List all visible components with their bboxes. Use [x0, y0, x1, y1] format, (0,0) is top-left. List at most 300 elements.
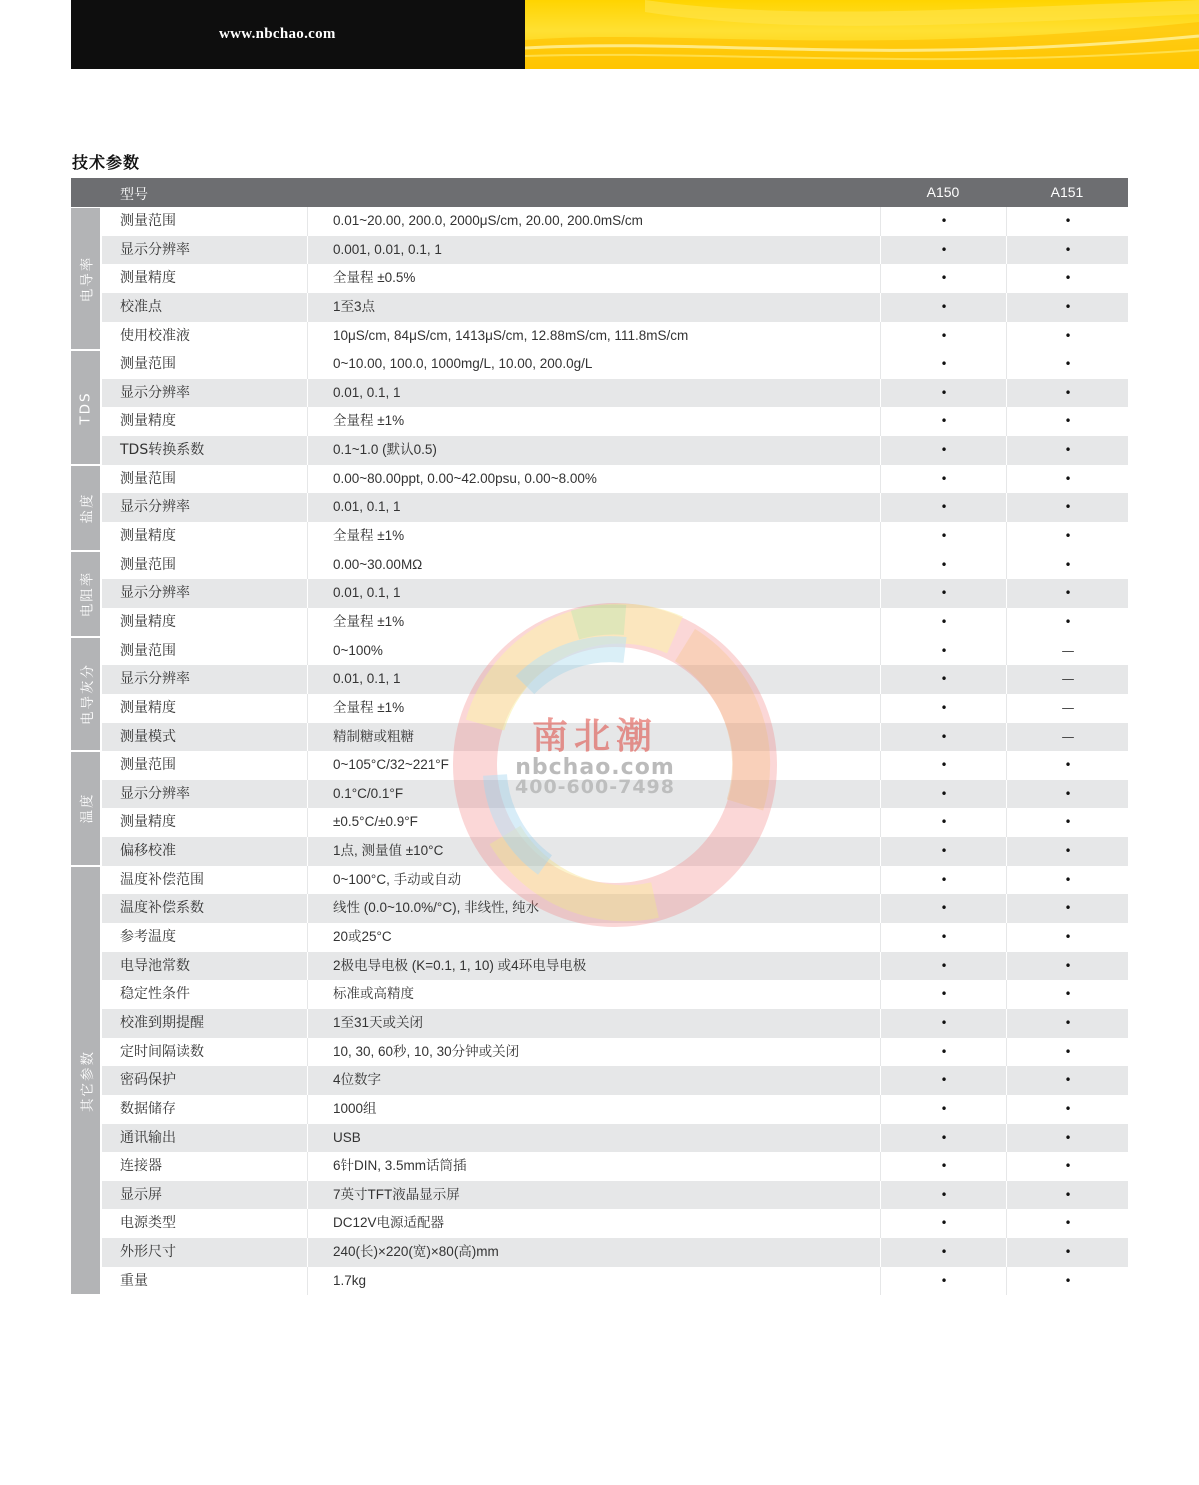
table-row [102, 322, 1128, 351]
group-label [71, 208, 100, 349]
param-name: 显示分辨率 [120, 785, 190, 802]
param-value: 全量程 ±0.5% [307, 264, 415, 293]
support-a150 [880, 1238, 1007, 1267]
support-a151 [1006, 637, 1129, 666]
param-value: 0.01, 0.1, 1 [307, 493, 401, 522]
support-a150 [880, 1181, 1007, 1210]
param-name: 测量范围 [120, 470, 176, 487]
param-name: 校准点 [120, 298, 162, 315]
param-name: 温度补偿系数 [120, 900, 204, 917]
table-row [102, 293, 1128, 322]
table-header [71, 178, 1128, 207]
param-name: 参考温度 [120, 929, 176, 946]
supported-dot: • [1064, 1073, 1072, 1088]
supported-dot: • [940, 786, 948, 801]
support-a150 [880, 436, 1007, 465]
support-a151 [1006, 1124, 1129, 1153]
support-a151 [1006, 379, 1129, 408]
supported-dot: • [1064, 557, 1072, 572]
not-supported-mark: — [1061, 672, 1075, 688]
supported-dot: • [940, 987, 948, 1002]
param-name: 测量范围 [120, 356, 176, 373]
header-type: 型号 [120, 187, 148, 203]
support-a151 [1006, 465, 1129, 494]
param-name: 密码保护 [120, 1072, 176, 1089]
supported-dot: • [940, 643, 948, 658]
support-a150 [880, 1009, 1007, 1038]
support-a151 [1006, 551, 1129, 580]
param-value: 1至31天或关闭 [307, 1009, 423, 1038]
param-value: 0~100°C, 手动或自动 [307, 866, 461, 895]
param-value: 全量程 ±1% [307, 608, 404, 637]
support-a150 [880, 665, 1007, 694]
param-name: 偏移校准 [120, 843, 176, 860]
supported-dot: • [940, 299, 948, 314]
param-name: 显示屏 [120, 1186, 162, 1203]
supported-dot: • [1064, 500, 1072, 515]
support-a150 [880, 923, 1007, 952]
param-name: 测量范围 [120, 757, 176, 774]
support-a151 [1006, 1181, 1129, 1210]
param-value: 6针DIN, 3.5mm话筒插 [307, 1152, 467, 1181]
supported-dot: • [1064, 357, 1072, 372]
param-name: 显示分辨率 [120, 671, 190, 688]
supported-dot: • [1064, 586, 1072, 601]
table-row [102, 236, 1128, 265]
table-row [102, 694, 1128, 723]
watermark-cn: 南北潮 [531, 715, 658, 757]
table-row [102, 837, 1128, 866]
support-a151 [1006, 608, 1129, 637]
param-name: 连接器 [120, 1158, 162, 1175]
supported-dot: • [940, 1101, 948, 1116]
param-value: ±0.5°C/±0.9°F [307, 808, 418, 837]
support-a150 [880, 723, 1007, 752]
param-value: DC12V电源适配器 [307, 1209, 444, 1238]
supported-dot: • [940, 328, 948, 343]
support-a150 [880, 236, 1007, 265]
param-value: 0.01, 0.1, 1 [307, 579, 401, 608]
support-a151 [1006, 1009, 1129, 1038]
support-a150 [880, 1124, 1007, 1153]
support-a150 [880, 522, 1007, 551]
support-a151 [1006, 493, 1129, 522]
support-a150 [880, 1267, 1007, 1296]
param-name: 温度补偿范围 [120, 871, 204, 888]
table-row [102, 551, 1128, 580]
param-name: 显示分辨率 [120, 499, 190, 516]
support-a151 [1006, 866, 1129, 895]
supported-dot: • [940, 758, 948, 773]
supported-dot: • [940, 700, 948, 715]
header-black-band [71, 0, 525, 69]
supported-dot: • [940, 1159, 948, 1174]
param-name: 外形尺寸 [120, 1244, 176, 1261]
param-value: 0.01~20.00, 200.0, 2000μS/cm, 20.00, 200.0mS/cm [307, 207, 643, 236]
support-a151 [1006, 1038, 1129, 1067]
table-row [102, 207, 1128, 236]
support-a150 [880, 1038, 1007, 1067]
supported-dot: • [1064, 872, 1072, 887]
param-value: 0.1°C/0.1°F [307, 780, 403, 809]
support-a151 [1006, 579, 1129, 608]
supported-dot: • [940, 1245, 948, 1260]
param-name: 显示分辨率 [120, 384, 190, 401]
supported-dot: • [940, 414, 948, 429]
param-name: 稳定性条件 [120, 986, 190, 1003]
group-label [71, 466, 100, 550]
support-a151 [1006, 1095, 1129, 1124]
param-name: 测量精度 [120, 528, 176, 545]
support-a150 [880, 694, 1007, 723]
support-a150 [880, 579, 1007, 608]
support-a151 [1006, 293, 1129, 322]
support-a150 [880, 808, 1007, 837]
param-value: 0.01, 0.1, 1 [307, 379, 401, 408]
table-row [102, 350, 1128, 379]
support-a151 [1006, 407, 1129, 436]
support-a150 [880, 407, 1007, 436]
supported-dot: • [940, 1015, 948, 1030]
support-a151 [1006, 751, 1129, 780]
support-a150 [880, 207, 1007, 236]
support-a151 [1006, 808, 1129, 837]
table-row [102, 866, 1128, 895]
supported-dot: • [940, 443, 948, 458]
table-row [102, 952, 1128, 981]
group-label [71, 351, 100, 464]
supported-dot: • [1064, 815, 1072, 830]
group-label [71, 752, 100, 865]
table-row [102, 379, 1128, 408]
support-a150 [880, 1152, 1007, 1181]
param-value: 0.01, 0.1, 1 [307, 665, 401, 694]
param-value: 0~105°C/32~221°F [307, 751, 449, 780]
support-a151 [1006, 1152, 1129, 1181]
param-value: 1.7kg [307, 1267, 366, 1296]
table-row [102, 522, 1128, 551]
header-yellow-band [525, 0, 1199, 69]
group-label-text: 温度 [79, 792, 96, 824]
support-a150 [880, 751, 1007, 780]
supported-dot: • [1064, 901, 1072, 916]
supported-dot: • [1064, 1044, 1072, 1059]
supported-dot: • [1064, 1245, 1072, 1260]
param-name: 显示分辨率 [120, 585, 190, 602]
supported-dot: • [940, 1044, 948, 1059]
supported-dot: • [1064, 1159, 1072, 1174]
support-a150 [880, 608, 1007, 637]
supported-dot: • [1064, 471, 1072, 486]
table-row [102, 436, 1128, 465]
table-row [102, 1009, 1128, 1038]
supported-dot: • [940, 958, 948, 973]
supported-dot: • [1064, 758, 1072, 773]
watermark-phone: 400-600-7498 [515, 776, 675, 798]
param-value: 线性 (0.0~10.0%/°C), 非线性, 纯水 [307, 894, 539, 923]
supported-dot: • [1064, 414, 1072, 429]
param-name: 电导池常数 [120, 957, 190, 974]
support-a150 [880, 952, 1007, 981]
table-row [102, 980, 1128, 1009]
param-name: 定时间隔读数 [120, 1043, 204, 1060]
supported-dot: • [1064, 242, 1072, 257]
table-row [102, 1267, 1128, 1296]
table-row [102, 1095, 1128, 1124]
table-row [102, 723, 1128, 752]
spec-group [71, 551, 1128, 637]
support-a150 [880, 264, 1007, 293]
spec-group [71, 465, 1128, 551]
support-a151 [1006, 1238, 1129, 1267]
support-a151 [1006, 894, 1129, 923]
support-a150 [880, 837, 1007, 866]
spec-group [71, 350, 1128, 465]
table-row [102, 493, 1128, 522]
supported-dot: • [1064, 271, 1072, 286]
param-value: 0.00~80.00ppt, 0.00~42.00psu, 0.00~8.00% [307, 465, 597, 494]
supported-dot: • [1064, 1187, 1072, 1202]
supported-dot: • [940, 614, 948, 629]
param-name: 校准到期提醒 [120, 1014, 204, 1031]
supported-dot: • [940, 385, 948, 400]
support-a151 [1006, 952, 1129, 981]
param-value: USB [307, 1124, 361, 1153]
supported-dot: • [940, 1073, 948, 1088]
support-a150 [880, 637, 1007, 666]
param-name: 测量精度 [120, 699, 176, 716]
param-name: 测量范围 [120, 556, 176, 573]
header-swoosh-graphic [525, 0, 1199, 69]
param-name: 电源类型 [120, 1215, 176, 1232]
support-a150 [880, 866, 1007, 895]
group-label-text: 其它参数 [79, 1049, 96, 1112]
group-label-text: 电导率 [79, 255, 96, 302]
param-name: 测量范围 [120, 642, 176, 659]
supported-dot: • [1064, 930, 1072, 945]
support-a151 [1006, 780, 1129, 809]
not-supported-mark: — [1061, 729, 1075, 745]
supported-dot: • [940, 471, 948, 486]
support-a150 [880, 350, 1007, 379]
param-value: 4位数字 [307, 1066, 381, 1095]
support-a150 [880, 465, 1007, 494]
header-url[interactable]: www.nbchao.com [219, 26, 336, 42]
spec-group [71, 866, 1128, 1296]
support-a150 [880, 1066, 1007, 1095]
table-row [102, 637, 1128, 666]
supported-dot: • [940, 529, 948, 544]
supported-dot: • [940, 357, 948, 372]
param-name: 使用校准液 [120, 327, 190, 344]
support-a150 [880, 980, 1007, 1009]
group-label-text: TDS [77, 390, 94, 425]
support-a151 [1006, 694, 1129, 723]
spec-group [71, 751, 1128, 866]
support-a151 [1006, 264, 1129, 293]
header-model-a150: A150 [926, 184, 960, 200]
param-name: 重量 [120, 1272, 148, 1289]
support-a151 [1006, 236, 1129, 265]
supported-dot: • [1064, 299, 1072, 314]
param-value: 0.1~1.0 (默认0.5) [307, 436, 437, 465]
supported-dot: • [1064, 328, 1072, 343]
param-value: 0~100% [307, 637, 383, 666]
param-value: 精制糖或粗糖 [307, 723, 414, 752]
supported-dot: • [940, 1187, 948, 1202]
table-row [102, 665, 1128, 694]
supported-dot: • [1064, 614, 1072, 629]
table-row [102, 579, 1128, 608]
support-a150 [880, 379, 1007, 408]
table-row [102, 780, 1128, 809]
table-row [102, 1152, 1128, 1181]
support-a150 [880, 1095, 1007, 1124]
supported-dot: • [940, 729, 948, 744]
table-row [102, 264, 1128, 293]
table-row [102, 1124, 1128, 1153]
supported-dot: • [940, 271, 948, 286]
support-a150 [880, 551, 1007, 580]
param-value: 0.001, 0.01, 0.1, 1 [307, 236, 442, 265]
supported-dot: • [1064, 1130, 1072, 1145]
param-name: TDS转换系数 [120, 442, 205, 459]
support-a151 [1006, 837, 1129, 866]
table-row [102, 1238, 1128, 1267]
supported-dot: • [940, 214, 948, 228]
supported-dot: • [1064, 958, 1072, 973]
support-a151 [1006, 322, 1129, 351]
supported-dot: • [1064, 1101, 1072, 1116]
table-row [102, 808, 1128, 837]
param-value: 7英寸TFT液晶显示屏 [307, 1181, 460, 1210]
table-row [102, 465, 1128, 494]
supported-dot: • [940, 586, 948, 601]
supported-dot: • [940, 242, 948, 257]
param-value: 2极电导电极 (K=0.1, 1, 10) 或4环电导电极 [307, 952, 586, 981]
header-model-a151: A151 [1050, 184, 1084, 200]
table-row [102, 1181, 1128, 1210]
spec-table [71, 178, 1128, 1295]
param-value: 10, 30, 60秒, 10, 30分钟或关闭 [307, 1038, 519, 1067]
watermark-en: nbchao.com [515, 755, 675, 780]
group-label [71, 638, 100, 751]
supported-dot: • [1064, 1216, 1072, 1231]
supported-dot: • [940, 672, 948, 687]
param-value: 0~10.00, 100.0, 1000mg/L, 10.00, 200.0g/L [307, 350, 592, 379]
supported-dot: • [1064, 1015, 1072, 1030]
group-label-text: 电阻率 [79, 570, 96, 617]
supported-dot: • [1064, 214, 1072, 228]
param-value: 20或25°C [307, 923, 392, 952]
param-name: 测量精度 [120, 413, 176, 430]
support-a150 [880, 780, 1007, 809]
param-name: 测量模式 [120, 728, 176, 745]
param-name: 通讯输出 [120, 1129, 176, 1146]
group-label [71, 867, 100, 1295]
supported-dot: • [1064, 786, 1072, 801]
support-a151 [1006, 436, 1129, 465]
supported-dot: • [940, 1216, 948, 1231]
param-value: 1点, 测量值 ±10°C [307, 837, 443, 866]
table-row [102, 1209, 1128, 1238]
support-a150 [880, 322, 1007, 351]
supported-dot: • [1064, 443, 1072, 458]
spec-group [71, 637, 1128, 752]
support-a150 [880, 293, 1007, 322]
support-a151 [1006, 350, 1129, 379]
supported-dot: • [1064, 844, 1072, 859]
param-name: 测量精度 [120, 613, 176, 630]
not-supported-mark: — [1061, 643, 1075, 659]
support-a151 [1006, 207, 1129, 236]
param-value: 全量程 ±1% [307, 694, 404, 723]
param-value: 10μS/cm, 84μS/cm, 1413μS/cm, 12.88mS/cm, 111.8mS/cm [307, 322, 688, 351]
param-name: 测量精度 [120, 814, 176, 831]
support-a151 [1006, 522, 1129, 551]
supported-dot: • [940, 1130, 948, 1145]
table-row [102, 407, 1128, 436]
param-value: 全量程 ±1% [307, 407, 404, 436]
supported-dot: • [1064, 385, 1072, 400]
support-a150 [880, 894, 1007, 923]
supported-dot: • [940, 930, 948, 945]
param-name: 测量范围 [120, 213, 176, 229]
support-a150 [880, 493, 1007, 522]
param-name: 数据储存 [120, 1100, 176, 1117]
page-header [0, 0, 1199, 69]
support-a151 [1006, 1209, 1129, 1238]
supported-dot: • [940, 815, 948, 830]
group-label-text: 盐度 [79, 492, 96, 524]
supported-dot: • [940, 1273, 948, 1288]
table-row [102, 1066, 1128, 1095]
param-value: 全量程 ±1% [307, 522, 404, 551]
table-row [102, 923, 1128, 952]
param-value: 标准或高精度 [307, 980, 414, 1009]
support-a151 [1006, 923, 1129, 952]
param-value: 240(长)×220(宽)×80(高)mm [307, 1238, 499, 1267]
supported-dot: • [1064, 529, 1072, 544]
group-label-text: 电导灰分 [79, 662, 96, 725]
support-a151 [1006, 723, 1129, 752]
param-name: 显示分辨率 [120, 241, 190, 258]
group-label [71, 552, 100, 636]
support-a151 [1006, 1267, 1129, 1296]
table-body [71, 207, 1128, 1295]
not-supported-mark: — [1061, 700, 1075, 716]
table-row [102, 1038, 1128, 1067]
param-value: 0.00~30.00MΩ [307, 551, 422, 580]
spec-group [71, 207, 1128, 350]
support-a151 [1006, 980, 1129, 1009]
param-value: 1至3点 [307, 293, 375, 322]
supported-dot: • [940, 844, 948, 859]
supported-dot: • [1064, 1273, 1072, 1288]
supported-dot: • [1064, 987, 1072, 1002]
param-name: 测量精度 [120, 270, 176, 287]
param-value: 1000组 [307, 1095, 377, 1124]
supported-dot: • [940, 901, 948, 916]
supported-dot: • [940, 500, 948, 515]
support-a150 [880, 1209, 1007, 1238]
supported-dot: • [940, 557, 948, 572]
table-row [102, 751, 1128, 780]
support-a151 [1006, 1066, 1129, 1095]
table-row [102, 608, 1128, 637]
section-title: 技术参数 [72, 153, 141, 172]
table-row [102, 894, 1128, 923]
